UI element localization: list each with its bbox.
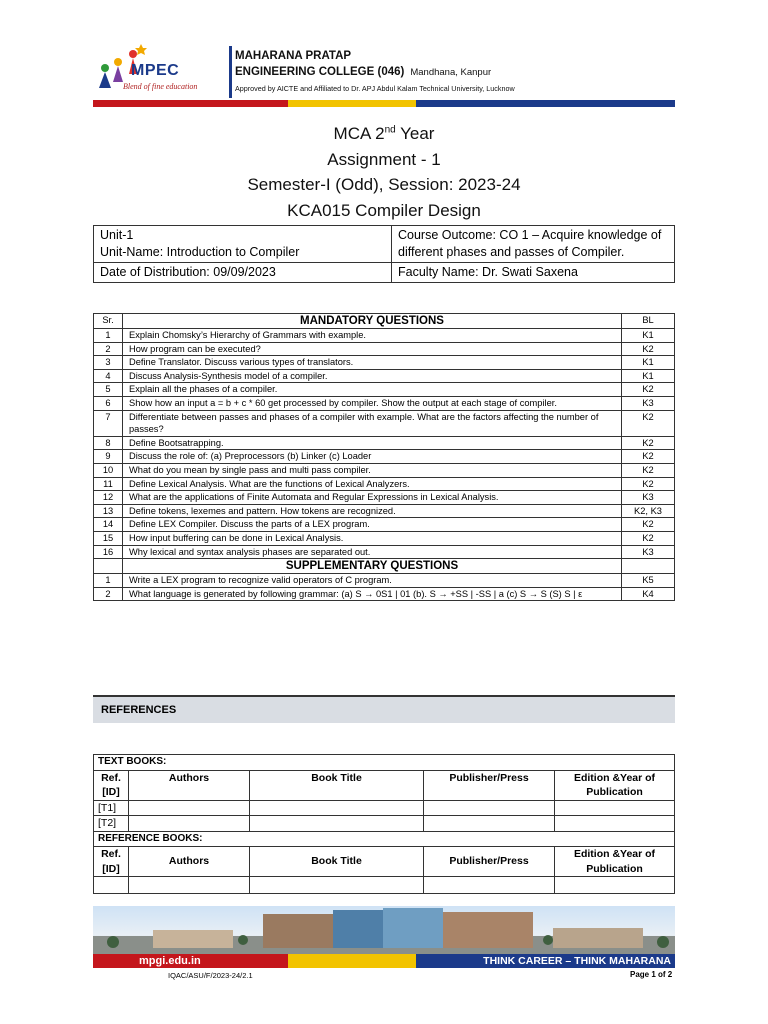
bloom-level: K2 xyxy=(622,342,675,356)
col-authors: Authors xyxy=(129,770,250,800)
question-text: Write a LEX program to recognize valid operators of C program. xyxy=(123,574,622,588)
empty-cell xyxy=(129,877,250,894)
bloom-level: K1 xyxy=(622,356,675,370)
bloom-level: K2 xyxy=(622,531,675,545)
question-row xyxy=(94,545,675,559)
empty-cell xyxy=(129,800,250,816)
empty-cell xyxy=(250,800,424,816)
question-number: 16 xyxy=(94,545,123,559)
references-heading: REFERENCES xyxy=(101,704,177,716)
faculty-name: Faculty Name: Dr. Swati Saxena xyxy=(392,263,675,283)
empty-cell xyxy=(424,877,555,894)
college-logo xyxy=(93,44,231,100)
col-bl: BL xyxy=(622,314,675,329)
question-text: Define LEX Compiler. Discuss the parts of a LEX program. xyxy=(123,518,622,532)
question-row xyxy=(94,356,675,370)
text-book-id: [T1] xyxy=(94,800,129,816)
question-row xyxy=(94,410,675,436)
question-number: 9 xyxy=(94,450,123,464)
question-number: 1 xyxy=(94,574,123,588)
title-year-suffix: Year xyxy=(395,124,435,143)
question-number: 7 xyxy=(94,410,123,436)
unit-name: Unit-Name: Introduction to Compiler xyxy=(100,245,300,259)
col-book-title: Book Title xyxy=(250,770,424,800)
question-number: 1 xyxy=(94,329,123,343)
question-text: Define Bootsatrapping. xyxy=(123,436,622,450)
empty-cell xyxy=(129,816,250,832)
questions-table xyxy=(93,313,675,601)
text-book-id: [T2] xyxy=(94,816,129,832)
supplementary-header-row xyxy=(94,559,675,574)
bloom-level: K4 xyxy=(622,587,675,601)
question-number: 11 xyxy=(94,477,123,491)
header-color-stripe xyxy=(93,100,675,107)
question-text: What are the applications of Finite Automata and Regular Expressions in Lexical Analysis. xyxy=(123,491,622,505)
college-name-line1: MAHARANA PRATAP xyxy=(235,50,352,62)
books-table xyxy=(93,754,675,894)
text-books-label: TEXT BOOKS: xyxy=(94,755,675,771)
question-number: 6 xyxy=(94,396,123,410)
question-number: 2 xyxy=(94,587,123,601)
question-row xyxy=(94,329,675,343)
title-year xyxy=(93,124,675,144)
bloom-level: K2 xyxy=(622,450,675,464)
question-row xyxy=(94,477,675,491)
table-row xyxy=(94,816,675,832)
stripe-blue xyxy=(416,100,675,107)
question-row xyxy=(94,463,675,477)
bloom-level: K3 xyxy=(622,491,675,505)
references-heading-box xyxy=(93,695,675,723)
logo-tagline: Blend of fine education xyxy=(123,82,198,91)
title-assignment: Assignment - 1 xyxy=(327,150,441,169)
question-text: Differentiate between passes and phases of a compiler with example. What are the factors affecting the number of passes? xyxy=(123,410,622,436)
logo-text: MPEC xyxy=(131,62,180,79)
question-number: 12 xyxy=(94,491,123,505)
question-row xyxy=(94,531,675,545)
title-year-prefix: MCA 2 xyxy=(333,124,385,143)
question-number: 10 xyxy=(94,463,123,477)
empty-cell xyxy=(250,877,424,894)
bloom-level: K2 xyxy=(622,410,675,436)
bloom-level: K1 xyxy=(622,369,675,383)
footer-stripe-yellow xyxy=(288,954,416,968)
question-row xyxy=(94,504,675,518)
question-number: 2 xyxy=(94,342,123,356)
col-sr: Sr. xyxy=(94,314,123,329)
question-number: 15 xyxy=(94,531,123,545)
footer-bar xyxy=(93,954,675,968)
question-number: 13 xyxy=(94,504,123,518)
table-row xyxy=(94,800,675,816)
campus-building-icon xyxy=(93,906,675,954)
question-row xyxy=(94,518,675,532)
question-number: 5 xyxy=(94,383,123,397)
col-book-title: Book Title xyxy=(250,847,424,877)
question-row xyxy=(94,450,675,464)
college-header xyxy=(93,44,675,108)
date-of-distribution: Date of Distribution: 09/09/2023 xyxy=(94,263,392,283)
bloom-level: K1 xyxy=(622,329,675,343)
question-number: 14 xyxy=(94,518,123,532)
question-row xyxy=(94,436,675,450)
question-row xyxy=(94,587,675,601)
question-row xyxy=(94,491,675,505)
question-row xyxy=(94,369,675,383)
col-authors: Authors xyxy=(129,847,250,877)
college-name-line2 xyxy=(235,66,491,78)
question-row xyxy=(94,574,675,588)
empty-cell xyxy=(94,877,129,894)
col-publisher: Publisher/Press xyxy=(424,770,555,800)
question-row xyxy=(94,396,675,410)
mandatory-heading: MANDATORY QUESTIONS xyxy=(123,314,622,329)
col-edition-year: Edition &Year of Publication xyxy=(555,770,675,800)
question-number: 4 xyxy=(94,369,123,383)
empty-cell xyxy=(555,816,675,832)
table-row xyxy=(94,877,675,894)
title-course: KCA015 Compiler Design xyxy=(287,201,481,220)
question-number: 8 xyxy=(94,436,123,450)
title-year-sup: nd xyxy=(384,124,396,136)
bloom-level: K2, K3 xyxy=(622,504,675,518)
college-location: Mandhana, Kanpur xyxy=(410,67,492,78)
empty-cell xyxy=(424,800,555,816)
bloom-level: K2 xyxy=(622,477,675,491)
bloom-level: K2 xyxy=(622,383,675,397)
document-code: IQAC/ASU/F/2023-24/2.1 xyxy=(168,971,253,980)
questions-header-row xyxy=(94,314,675,329)
question-text: What do you mean by single pass and multi pass compiler. xyxy=(123,463,622,477)
question-text: Discuss Analysis-Synthesis model of a compiler. xyxy=(123,369,622,383)
bloom-level: K2 xyxy=(622,518,675,532)
course-outcome: Course Outcome: CO 1 – Acquire knowledge of different phases and passes of Compiler. xyxy=(392,226,675,263)
question-text: Define Translator. Discuss various types of translators. xyxy=(123,356,622,370)
bloom-level: K2 xyxy=(622,463,675,477)
empty-cell xyxy=(555,800,675,816)
question-text: Discuss the role of: (a) Preprocessors (b) Linker (c) Loader xyxy=(123,450,622,464)
bloom-level: K5 xyxy=(622,574,675,588)
question-text: How program can be executed? xyxy=(123,342,622,356)
stripe-yellow xyxy=(288,100,416,107)
question-text: How input buffering can be done in Lexical Analysis. xyxy=(123,531,622,545)
assignment-info-table xyxy=(93,225,675,283)
question-text: Explain Chomsky’s Hierarchy of Grammars with example. xyxy=(123,329,622,343)
question-text: Define Lexical Analysis. What are the functions of Lexical Analyzers. xyxy=(123,477,622,491)
empty-cell xyxy=(94,559,123,574)
supplementary-heading: SUPPLEMENTARY QUESTIONS xyxy=(123,559,622,574)
unit-label: Unit-1 xyxy=(100,228,134,242)
question-number: 3 xyxy=(94,356,123,370)
question-text: Why lexical and syntax analysis phases are separated out. xyxy=(123,545,622,559)
empty-cell xyxy=(555,877,675,894)
empty-cell xyxy=(424,816,555,832)
question-text: Show how an input a = b + c * 60 get processed by compiler. Show the output at each stage of compiler. xyxy=(123,396,622,410)
bloom-level: K3 xyxy=(622,396,675,410)
college-name-text: ENGINEERING COLLEGE (046) xyxy=(235,66,405,78)
col-ref-id: Ref. [ID] xyxy=(94,770,129,800)
page-number: Page 1 of 2 xyxy=(630,970,673,979)
question-text: What language is generated by following grammar: (a) S → 0S1 | 01 (b). S → +SS | -SS | a (c) S → S (S) S | ε xyxy=(123,587,622,601)
unit-cell xyxy=(94,226,392,263)
empty-cell xyxy=(622,559,675,574)
col-publisher: Publisher/Press xyxy=(424,847,555,877)
header-divider xyxy=(229,46,232,98)
campus-banner-image xyxy=(93,906,675,954)
question-text: Define tokens, lexemes and pattern. How tokens are recognized. xyxy=(123,504,622,518)
stripe-red xyxy=(93,100,288,107)
col-edition-year: Edition &Year of Publication xyxy=(555,847,675,877)
footer-tagline: THINK CAREER – THINK MAHARANA xyxy=(416,954,675,968)
bloom-level: K3 xyxy=(622,545,675,559)
bloom-level: K2 xyxy=(622,436,675,450)
approval-text: Approved by AICTE and Affiliated to Dr. APJ Abdul Kalam Technical University, Lucknow xyxy=(235,84,515,93)
empty-cell xyxy=(250,816,424,832)
footer-website[interactable]: mpgi.edu.in xyxy=(93,954,288,968)
question-text: Explain all the phases of a compiler. xyxy=(123,383,622,397)
reference-books-label: REFERENCE BOOKS: xyxy=(94,831,675,847)
col-ref-id: Ref. [ID] xyxy=(94,847,129,877)
question-row xyxy=(94,383,675,397)
question-row xyxy=(94,342,675,356)
title-semester: Semester-I (Odd), Session: 2023-24 xyxy=(247,175,521,194)
